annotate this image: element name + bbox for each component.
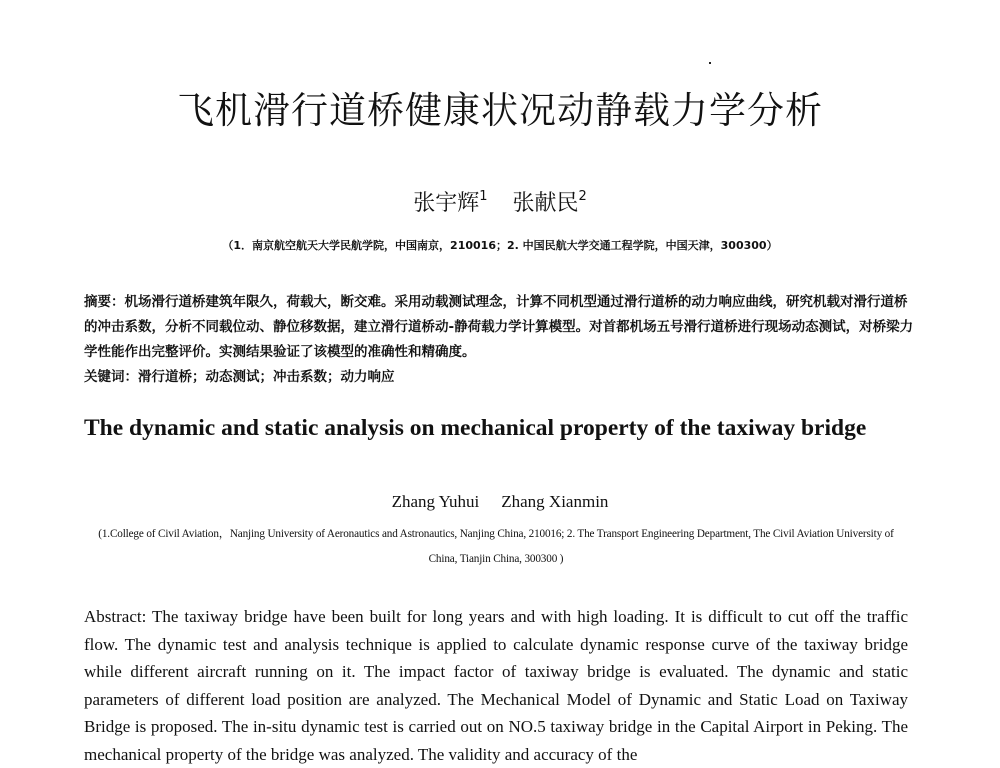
authors-cn [0,186,1000,217]
title-en: The dynamic and static analysis on mechanical property of the taxiway bridge [84,415,867,441]
author-1-mark: 1 [479,188,488,204]
affiliation-en: (1.College of Civil Aviation，Nanjing University of Aeronautics and Astronautics, Nanjing China, 210016; 2. The Transport Engineering Department, The Civil Aviation University of China, Tianjin China, 300300 ) [98,528,894,565]
author-1-name: 张宇辉 [413,191,480,216]
author-2-name: 张献民 [512,191,579,216]
author-2-mark: 2 [578,188,587,204]
page-title-cn: 飞机滑行道桥健康状况动静载力学分析 [177,89,823,132]
affiliation-cn: （1．南京航空航天大学民航学院，中国南京，210016；2. 中国民航大学交通工程学院，中国天津，300300） [222,239,778,252]
author-1-en: Zhang Yuhui [391,492,480,511]
authors-en [0,492,1000,512]
abstract-cn-section [84,290,914,390]
stray-dot [709,62,711,64]
author-2-cn [512,188,587,216]
keywords-cn: 关键词：滑行道桥；动态测试；冲击系数；动力响应 [84,369,395,385]
abstract-cn: 摘要：机场滑行道桥建筑年限久，荷载大，断交难。采用动载测试理念，计算不同机型通过滑行道桥的动力响应曲线，研究机载对滑行道桥的冲击系数，分析不同载位动、静位移数据，建立滑行道桥动-静荷载力学计算模型。对首都机场五号滑行道桥进行现场动态测试，对桥梁力学性能作出完整评价。实测结果验证了该模型的准确性和精确度。 [84,294,914,360]
abstract-en: Abstract: The taxiway bridge have been built for long years and with high loading. It is difficult to cut off the traffic flow. The dynamic test and analysis technique is applied to calculate dynamic response curve of the taxiway bridge while different aircraft running on it. The impact factor of taxiway bridge is evaluated. The dynamic and static parameters of different load position are analyzed. The Mechanical Model of Dynamic and Static Load on Taxiway Bridge is proposed. The in-situ dynamic test is carried out on NO.5 taxiway bridge in the Capital Airport in Peking. The mechanical property of the bridge was analyzed. The validity and accuracy of the [84,607,908,764]
author-2-en: Zhang Xianmin [501,492,609,511]
author-1-cn [413,188,505,216]
